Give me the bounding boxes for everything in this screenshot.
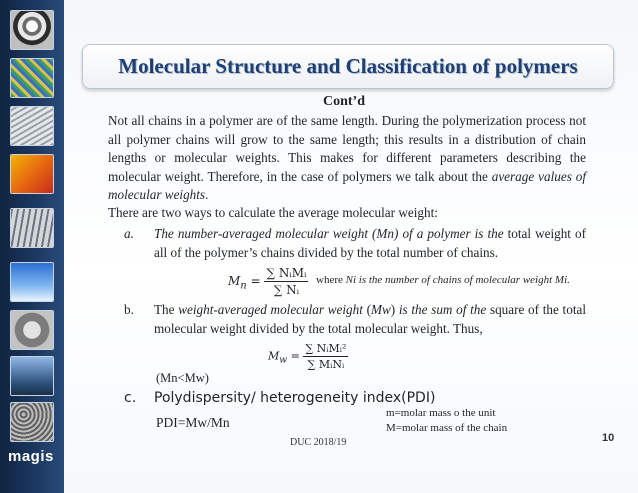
mn-denominator: ∑ Nᵢ — [273, 283, 300, 297]
intro-emphasis: average values of molecular weights — [108, 168, 587, 203]
footer-text: DUC 2018/19 — [290, 437, 347, 448]
gear-image — [10, 10, 54, 50]
where-italic: Ni is the number of chains of molecular weight Mi. — [345, 274, 570, 286]
intro-text: Not all chains in a polymer are of the same length. During the polymerization process not all polymer chains will grow to the same length; this results in a distribution of chain lengths or molecular weights. This makes for different parameters describing the molecular weight. Therefore, in the case of polymers we talk about the — [108, 113, 586, 184]
page-number: 10 — [602, 432, 615, 444]
mn-numerator: ∑ NᵢMᵢ — [266, 266, 307, 280]
item-a — [124, 225, 586, 262]
mn-fraction — [264, 266, 308, 297]
item-b-italic3: is the sum of the — [398, 302, 487, 317]
mw-numerator: ∑ NᵢMᵢ² — [305, 342, 347, 355]
title-bar — [82, 44, 614, 89]
item-b-italic: weight-averaged molecular weight — [178, 302, 363, 317]
mn-equals: = — [246, 274, 265, 288]
pdi-formula: PDI=Mw/Mn — [156, 415, 230, 430]
molar-mass-chain-note: M=molar mass of the chain — [386, 422, 508, 434]
item-a-rest: total weight of all of the polymer’s chains divided by the total number of chains. — [154, 226, 586, 260]
mw-lhs: M — [268, 349, 280, 363]
slide-subtitle: Cont’d — [322, 94, 365, 109]
mn-equation — [228, 266, 308, 297]
item-b-rest: square of the total molecular weight divided by the total molecular weight. Thus, — [154, 302, 586, 336]
mw-fraction — [303, 342, 348, 371]
mw-equals: = — [287, 349, 304, 363]
item-b-mid2: ) — [390, 302, 399, 317]
intro-paragraph — [108, 112, 586, 205]
crack-surface-image — [10, 208, 54, 248]
where-prefix: where — [316, 274, 346, 286]
item-c — [124, 390, 435, 406]
item-a-marker: a. — [124, 226, 134, 241]
item-c-text: Polydispersity/ heterogeneity index(PDI) — [154, 390, 436, 406]
mn-lhs: M — [228, 274, 241, 288]
fiber-texture-image — [10, 106, 54, 146]
mw-denominator: ∑ MᵢNᵢ — [307, 358, 345, 371]
mw-sub: w — [279, 354, 288, 366]
item-b — [124, 301, 586, 338]
wind-turbine-image — [10, 356, 54, 396]
intro-end: . — [205, 187, 209, 203]
granular-material-image — [10, 402, 54, 442]
mn-sub: n — [240, 280, 247, 292]
item-a-italic: The number-averaged molecular weight (Mn) of a polymer is the — [154, 226, 504, 241]
airplane-image — [10, 262, 54, 302]
mn-mw-relation: (Mn<Mw) — [156, 371, 209, 385]
item-b-italic2: Mw — [371, 302, 391, 317]
magis-logo: magis — [8, 448, 54, 465]
molar-mass-unit-note: m=molar mass o the unit — [386, 407, 496, 419]
item-b-lead: The — [154, 302, 179, 317]
item-b-marker: b. — [124, 302, 134, 317]
slide-title: Molecular Structure and Classification of polymers — [118, 54, 578, 78]
item-c-marker: c. — [124, 390, 137, 406]
sidebar-image-strip — [0, 0, 64, 493]
polymer-lattice-image — [10, 58, 54, 98]
mw-equation — [268, 342, 348, 371]
heat-map-image — [10, 154, 54, 194]
item-b-mid: ( — [362, 302, 371, 317]
mn-where-note — [316, 274, 570, 286]
ways-line: There are two ways to calculate the average molecular weight: — [108, 205, 438, 220]
microstructure-image — [10, 310, 54, 350]
